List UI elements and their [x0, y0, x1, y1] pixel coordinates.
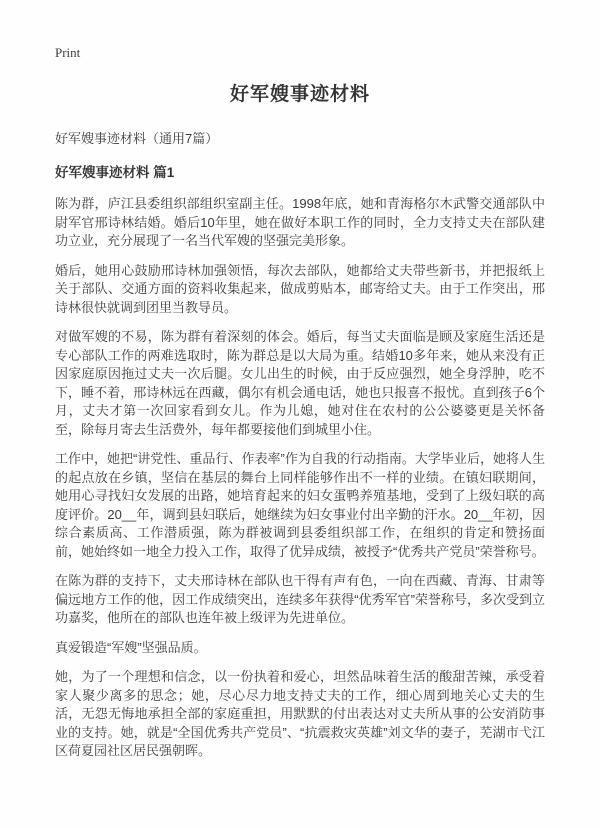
- paragraph: 在陈为群的支持下，丈夫邢诗林在部队也干得有声有色，一向在西藏、青海、甘肃等偏远地方工作的他，因工作成绩突出，连续多年获得“优秀军官”荣誉称号，多次受到立功嘉奖，他所在的部队也连年被上级评为先进单位。: [55, 573, 545, 625]
- paragraph: 陈为群，庐江县委组织部组织室副主任。1998年底，她和青海格尔木武警交通部队中尉军官邢诗林结婚。婚后10年里，她在做好本职工作的同时，全力支持丈夫在部队建功立业，充分展现了一名当代军嫂的坚强完美形象。: [55, 196, 545, 248]
- paragraph: 她，为了一个理想和信念，以一份执着和爱心，坦然品味着生活的酸甜苦辣，承受着家人聚少离多的思念；她，尽心尽力地支持丈夫的工作，细心周到地关心丈夫的生活，无怨无悔地承担全部的家庭重担，用默默的付出表达对丈夫所从事的公安消防事业的支持。她，就是“全国优秀共产党员”、“抗震救灾英雄”刘文华的妻子，芜湖市弋江区荷夏园社区居民强朝晖。: [55, 669, 545, 758]
- paragraph: 工作中，她把“讲党性、重品行、作表率”作为自我的行动指南。大学毕业后，她将人生的起点放在乡镇，坚信在基层的舞台上同样能够作出不一样的业绩。在镇妇联期间，她用心寻找妇女发展的出路，她培育起来的妇女蛋鸭养殖基地，受到了上级妇联的高度评价。20__年，调到县妇联后，她继续为妇女事业付出辛勤的汗水。20__年初，因综合素质高、工作潜质强，陈为群被调到县委组织部工作，在组织的肯定和赞扬面前，她始终如一地全力投入工作，取得了优异成绩，被授予“优秀共产党员”荣誉称号。: [55, 451, 545, 559]
- paragraph: 婚后，她用心鼓励邢诗林加强领悟，每次去部队，她都给丈夫带些新书，并把报纸上关于部队、交通方面的资料收集起来，做成剪贴本，邮寄给丈夫。由于工作突出，邢诗林很快就调到团里当教导员。: [55, 262, 545, 315]
- document-subtitle: 好军嫂事迹材料（通用7篇）: [55, 131, 219, 146]
- section-heading-part1: 好军嫂事迹材料 篇1: [55, 165, 175, 180]
- print-link[interactable]: Print: [55, 45, 81, 60]
- article-body: [55, 195, 545, 761]
- document-title: 好军嫂事迹材料: [229, 84, 370, 105]
- paragraph: 对做军嫂的不易，陈为群有着深刻的体会。婚后，每当丈夫面临是顾及家庭生活还是专心部队工作的两难选取时，陈为群总是以大局为重。结婚10多年来，她从来没有正因家庭原因拖过丈夫一次后腿。女儿出生的时候，由于反应强烈，她全身浮肿，吃不下，睡不着，邢诗林远在西藏，偶尔有机会通电话，她也只报喜不报忧。直到孩子6个月，丈夫才第一次回家看到女儿。作为儿媳，她对住在农村的公公婆婆更是关怀备至，除每月寄去生活费外，每年都要接他们到城里小住。: [55, 329, 545, 437]
- paragraph: 真爱锻造“军嫂”坚强品质。: [55, 639, 207, 655]
